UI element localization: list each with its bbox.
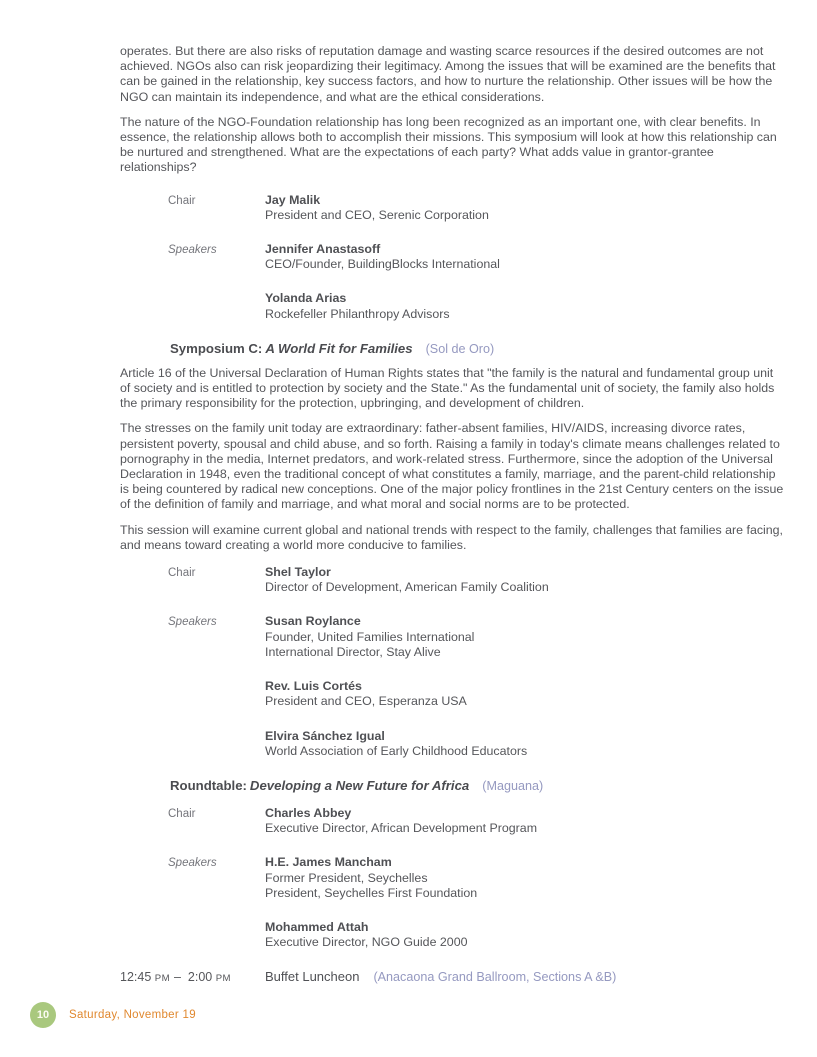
symposium-c-paragraph-2: The stresses on the family unit today are extraordinary: father-absent families, HIV/AIDS, increasing divorce rates, persistent poverty, spousal and child abuse, and so forth. Raising a family in today's climate means challenges related to pornography in the media, Internet predators, and work-related stress. Furthermore, since the adoption of the Universal Declaration in 1948, even the traditional concept of what constitutes a family, marriage, and the parent-child relationship is being countered by radical new conceptions. One of the major policy frontlines in the 21st Century centers on the issue of the definition of family and marriage, and what moral and social norms are to be protected.: [120, 421, 784, 512]
page-number: 10: [36, 1009, 50, 1021]
luncheon-title: Buffet Luncheon: [265, 969, 360, 985]
person-affiliation: World Association of Early Childhood Educators: [265, 743, 528, 758]
person-name: Susan Roylance: [265, 614, 361, 629]
person-affiliation: Director of Development, American Family Coalition: [265, 580, 549, 595]
person-affiliation: Rockefeller Philanthropy Advisors: [265, 306, 450, 321]
page-number-badge: [30, 1002, 56, 1028]
person-name: Yolanda Arias: [265, 291, 347, 306]
person-name: Shel Taylor: [265, 565, 331, 580]
person-affiliation: President and CEO, Serenic Corporation: [265, 207, 489, 222]
person-affiliation: President, Seychelles First Foundation: [265, 885, 478, 900]
symposium-b-people: [120, 193, 784, 322]
person-entry: [120, 855, 784, 901]
person-role: Chair: [168, 194, 196, 207]
person-role: Chair: [168, 807, 196, 820]
luncheon-time: 12:45 PM – 2:00 PM: [120, 970, 231, 985]
person-entry: [120, 806, 784, 836]
person-name: H.E. James Mancham: [265, 855, 392, 870]
person-affiliation: CEO/Founder, BuildingBlocks International: [265, 257, 500, 272]
page-footer: [30, 1002, 196, 1028]
person-entry: [120, 565, 784, 595]
person-name: Jennifer Anastasoff: [265, 242, 381, 257]
person-name: Rev. Luis Cortés: [265, 679, 362, 694]
person-name: Charles Abbey: [265, 805, 352, 820]
session-label: Roundtable:: [170, 777, 247, 793]
person-affiliation: Executive Director, NGO Guide 2000: [265, 935, 468, 950]
luncheon-row: [120, 969, 784, 986]
person-affiliation: President and CEO, Esperanza USA: [265, 694, 467, 709]
person-entry: [120, 920, 784, 950]
person-affiliation: Former President, Seychelles: [265, 870, 428, 885]
roundtable-people: [120, 806, 784, 950]
person-name: Elvira Sánchez Igual: [265, 728, 385, 743]
person-entry: [120, 242, 784, 272]
person-entry: [120, 729, 784, 759]
footer-date: Saturday, November 19: [69, 1009, 196, 1021]
page-content: [120, 44, 784, 987]
session-title: A World Fit for Families: [265, 340, 413, 356]
symposium-c-people: [120, 565, 784, 759]
person-entry: [120, 291, 784, 321]
intro-paragraph-1: operates. But there are also risks of reputation damage and wasting scarce resources if the desired outcomes are not achieved. NGOs also can risk jeopardizing their legitimacy. Among the issues that will be examined are the benefits that can be gained in the relationship, key success factors, and how to nurture the relationship. Other issues will be how the NGO can maintain its independence, and what are the ethical considerations.: [120, 44, 776, 104]
session-venue: (Maguana): [482, 778, 544, 793]
person-entry: [120, 614, 784, 660]
session-title: Developing a New Future for Africa: [249, 777, 470, 793]
time-dash: –: [173, 970, 181, 985]
person-name: Mohammed Attah: [265, 919, 369, 934]
person-entry: [120, 193, 784, 223]
ampm-label: PM: [215, 973, 231, 985]
person-affiliation: Founder, United Families International: [265, 629, 475, 644]
person-role: Speakers: [168, 244, 217, 257]
symposium-c-heading: [170, 341, 784, 357]
intro-paragraph-2: The nature of the NGO-Foundation relationship has long been recognized as an important one, with clear benefits. In essence, the relationship allows both to accomplish their missions. This symposium will look at how this relationship can be nurtured and strengthened. What are the expectations of each party? What adds value in grantor-grantee relationships?: [120, 114, 777, 175]
person-role: Chair: [168, 567, 196, 580]
person-entry: [120, 679, 784, 709]
luncheon-venue: (Anacaona Grand Ballroom, Sections A &B): [373, 970, 617, 985]
session-label: Symposium C:: [170, 340, 263, 356]
symposium-c-paragraph-1: Article 16 of the Universal Declaration of Human Rights states that "the family is the natural and fundamental group unit of society and is entitled to protection by society and the State." As the fundamental unit of society, the family also holds the primary responsibility for the protection, upbringing, and development of children.: [120, 365, 775, 411]
ampm-label: PM: [154, 973, 170, 985]
person-role: Speakers: [168, 857, 217, 870]
person-affiliation: International Director, Stay Alive: [265, 644, 441, 659]
person-affiliation: Executive Director, African Development Program: [265, 821, 538, 836]
person-name: Jay Malik: [265, 192, 321, 207]
session-venue: (Sol de Oro): [425, 341, 495, 356]
symposium-c-paragraph-3: This session will examine current global and national trends with respect to the family, challenges that families are facing, and means toward creating a world more conducive to families.: [120, 522, 784, 552]
roundtable-heading: [170, 778, 784, 794]
person-role: Speakers: [168, 616, 217, 629]
